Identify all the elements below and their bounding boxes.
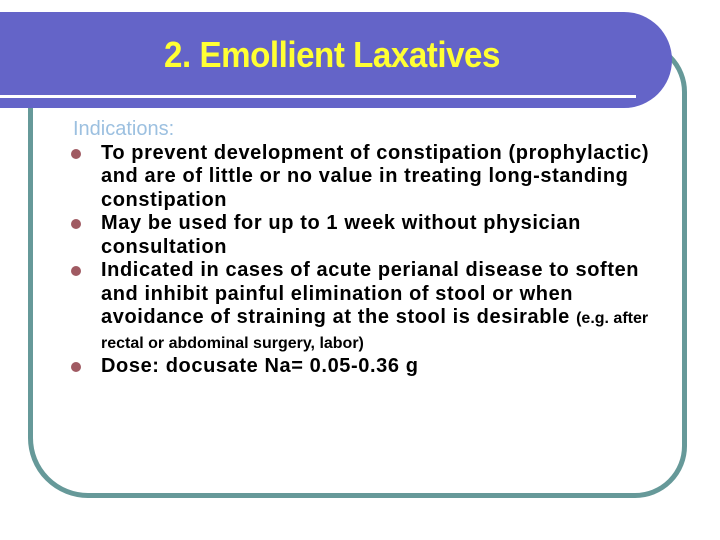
indications-heading: Indications: bbox=[73, 118, 175, 140]
title-banner bbox=[0, 12, 672, 108]
bullet-item bbox=[73, 355, 673, 379]
bullet-text: To prevent development of constipation (prophylactic) and are of little or no value in treating long-standing constipation bbox=[101, 141, 650, 211]
bullet-text: Indicated in cases of acute perianal disease to soften and inhibit painful elimination of stool or when avoidance of straining at the stool is desirable bbox=[101, 259, 640, 328]
slide-title: 2. Emollient Laxatives bbox=[164, 34, 500, 75]
bullet-item bbox=[73, 259, 673, 355]
bullet-dot-icon bbox=[71, 219, 81, 229]
bullet-text: May be used for up to 1 week without physician consultation bbox=[101, 212, 581, 258]
bullet-dot-icon bbox=[71, 362, 81, 372]
bullet-note: (e.g. after rectal or abdominal surgery, labor) bbox=[101, 310, 649, 352]
bullet-item bbox=[73, 212, 673, 259]
bullet-dot-icon bbox=[71, 266, 81, 276]
bullet-item bbox=[73, 142, 673, 213]
bullet-dot-icon bbox=[71, 149, 81, 159]
banner-divider bbox=[0, 95, 636, 98]
slide-content bbox=[73, 118, 673, 379]
bullet-list bbox=[73, 142, 673, 379]
bullet-text: Dose: docusate Na= 0.05-0.36 g bbox=[101, 355, 419, 377]
